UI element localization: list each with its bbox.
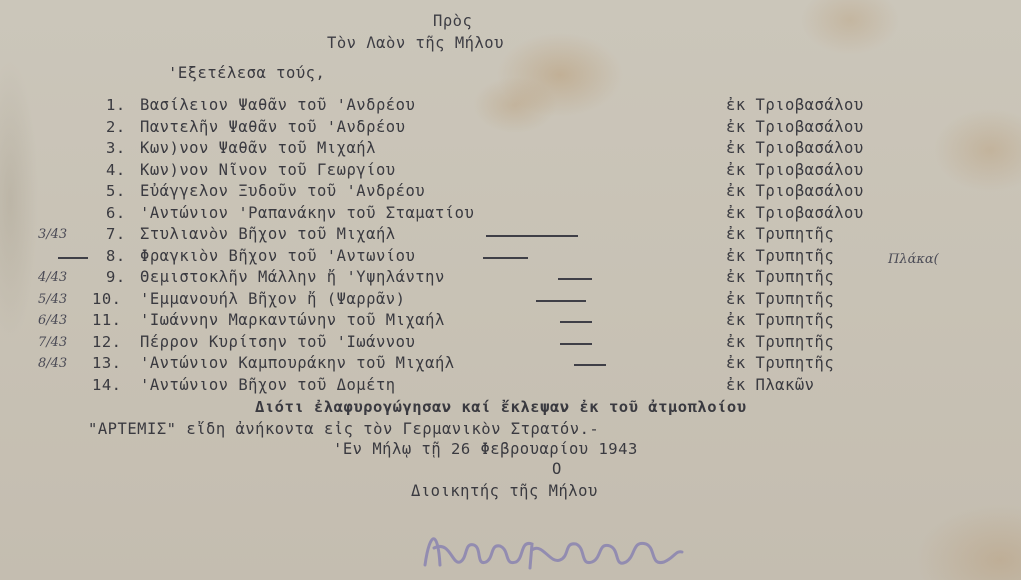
row-number: 14. xyxy=(92,376,122,394)
row-place: ἐκ Τρυπητῆς xyxy=(726,311,835,329)
row-name: Παντελῆν Ψαθᾶν τοῦ 'Ανδρέου xyxy=(140,118,406,136)
row-name: 'Αντώνιον Καμπουράκην τοῦ Μιχαήλ xyxy=(140,354,455,372)
handwritten-dash xyxy=(560,343,592,345)
header-line-1: Πρòς xyxy=(433,12,473,30)
row-place: ἐκ Τριοβασάλου xyxy=(726,182,864,200)
row-place: ἐκ Τριοβασάλου xyxy=(726,139,864,157)
handwritten-dash xyxy=(483,257,528,259)
row-place: ἐκ Τρυπητῆς xyxy=(726,333,835,351)
row-number: 7. xyxy=(106,225,126,243)
row-number: 11. xyxy=(92,311,122,329)
row-number: 9. xyxy=(106,268,126,286)
row-number: 4. xyxy=(106,161,126,179)
margin-note: 8/43 xyxy=(38,356,68,371)
row-place: ἐκ Τριοβασάλου xyxy=(726,96,864,114)
handwritten-annotation-row8: Πλάκα( xyxy=(888,252,939,267)
handwritten-dash xyxy=(574,364,606,366)
reason-line-1: Διότι ἐλαφυρογώγησαν καί ἔκλεψαν ἐκ τοῦ ἀτμοπλοίου xyxy=(255,398,747,416)
row-name: Κων)νον Ψαθᾶν τοῦ Μιχαήλ xyxy=(140,139,376,157)
row-place: ἐκ Τριοβασάλου xyxy=(726,161,864,179)
row-name: 'Εμμανουήλ Βῆχον ἤ (Ψαρρᾶν) xyxy=(140,290,406,308)
row-place: ἐκ Τρυπητῆς xyxy=(726,290,835,308)
greeting: 'Εξετέλεσα τούς, xyxy=(168,64,326,82)
row-number: 1. xyxy=(106,96,126,114)
place-date: 'Εν Μήλῳ τῇ 26 Φεβρουαρίου 1943 xyxy=(333,440,638,458)
row-name: Θεμιστοκλῆν Μάλλην ἤ 'Υψηλάντην xyxy=(140,268,445,286)
handwritten-signature xyxy=(420,520,690,580)
margin-note: 4/43 xyxy=(38,270,68,285)
row-place: ἐκ Τρυπητῆς xyxy=(726,268,835,286)
row-number: 2. xyxy=(106,118,126,136)
row-number: 12. xyxy=(92,333,122,351)
circle-mark: Ο xyxy=(552,460,562,478)
handwritten-dash xyxy=(560,321,592,323)
row-name: Κων)νον Νῖνον τοῦ Γεωργίου xyxy=(140,161,396,179)
row-place: ἐκ Τρυπητῆς xyxy=(726,354,835,372)
row-number: 10. xyxy=(92,290,122,308)
row-name: 'Ιωάννην Μαρκαντώνην τοῦ Μιχαήλ xyxy=(140,311,445,329)
row-number: 8. xyxy=(106,247,126,265)
row-number: 5. xyxy=(106,182,126,200)
row-place: ἐκ Τριοβασάλου xyxy=(726,118,864,136)
handwritten-dash xyxy=(486,235,578,237)
row-number: 13. xyxy=(92,354,122,372)
row-place: ἐκ Τρυπητῆς xyxy=(726,247,835,265)
handwritten-dash xyxy=(558,278,592,280)
margin-dash xyxy=(58,257,88,259)
row-name: Στυλιανòν Βῆχον τοῦ Μιχαήλ xyxy=(140,225,396,243)
row-number: 3. xyxy=(106,139,126,157)
signatory-title: Διοικητής τῆς Μήλου xyxy=(411,482,598,500)
row-name: Φραγκιòν Βῆχον τοῦ 'Αντωνίου xyxy=(140,247,416,265)
row-number: 6. xyxy=(106,204,126,222)
row-place: ἐκ Πλακῶν xyxy=(726,376,815,394)
row-name: Πέρρον Κυρίτσην τοῦ 'Ιωάννου xyxy=(140,333,416,351)
row-place: ἐκ Τριοβασάλου xyxy=(726,204,864,222)
header-line-2: Τòν Λαòν τῆς Μήλου xyxy=(327,34,504,52)
row-name: 'Αντώνιον 'Ραπανάκην τοῦ Σταματίου xyxy=(140,204,475,222)
margin-note: 6/43 xyxy=(38,313,68,328)
row-name: Εὐάγγελον Ξυδοῦν τοῦ 'Ανδρέου xyxy=(140,182,426,200)
handwritten-dash xyxy=(536,300,586,302)
margin-note: 7/43 xyxy=(38,335,68,350)
row-name: Βασίλειον Ψαθᾶν τοῦ 'Ανδρέου xyxy=(140,96,416,114)
margin-note: 5/43 xyxy=(38,292,68,307)
row-place: ἐκ Τρυπητῆς xyxy=(726,225,835,243)
reason-line-2: "ΑΡΤΕΜΙΣ" εἴδη ἀνήκοντα εἰς τòν Γερμανικòν Στρατόν.- xyxy=(88,420,600,438)
row-name: 'Αντώνιον Βῆχον τοῦ Δομέτη xyxy=(140,376,396,394)
margin-note: 3/43 xyxy=(38,227,68,242)
